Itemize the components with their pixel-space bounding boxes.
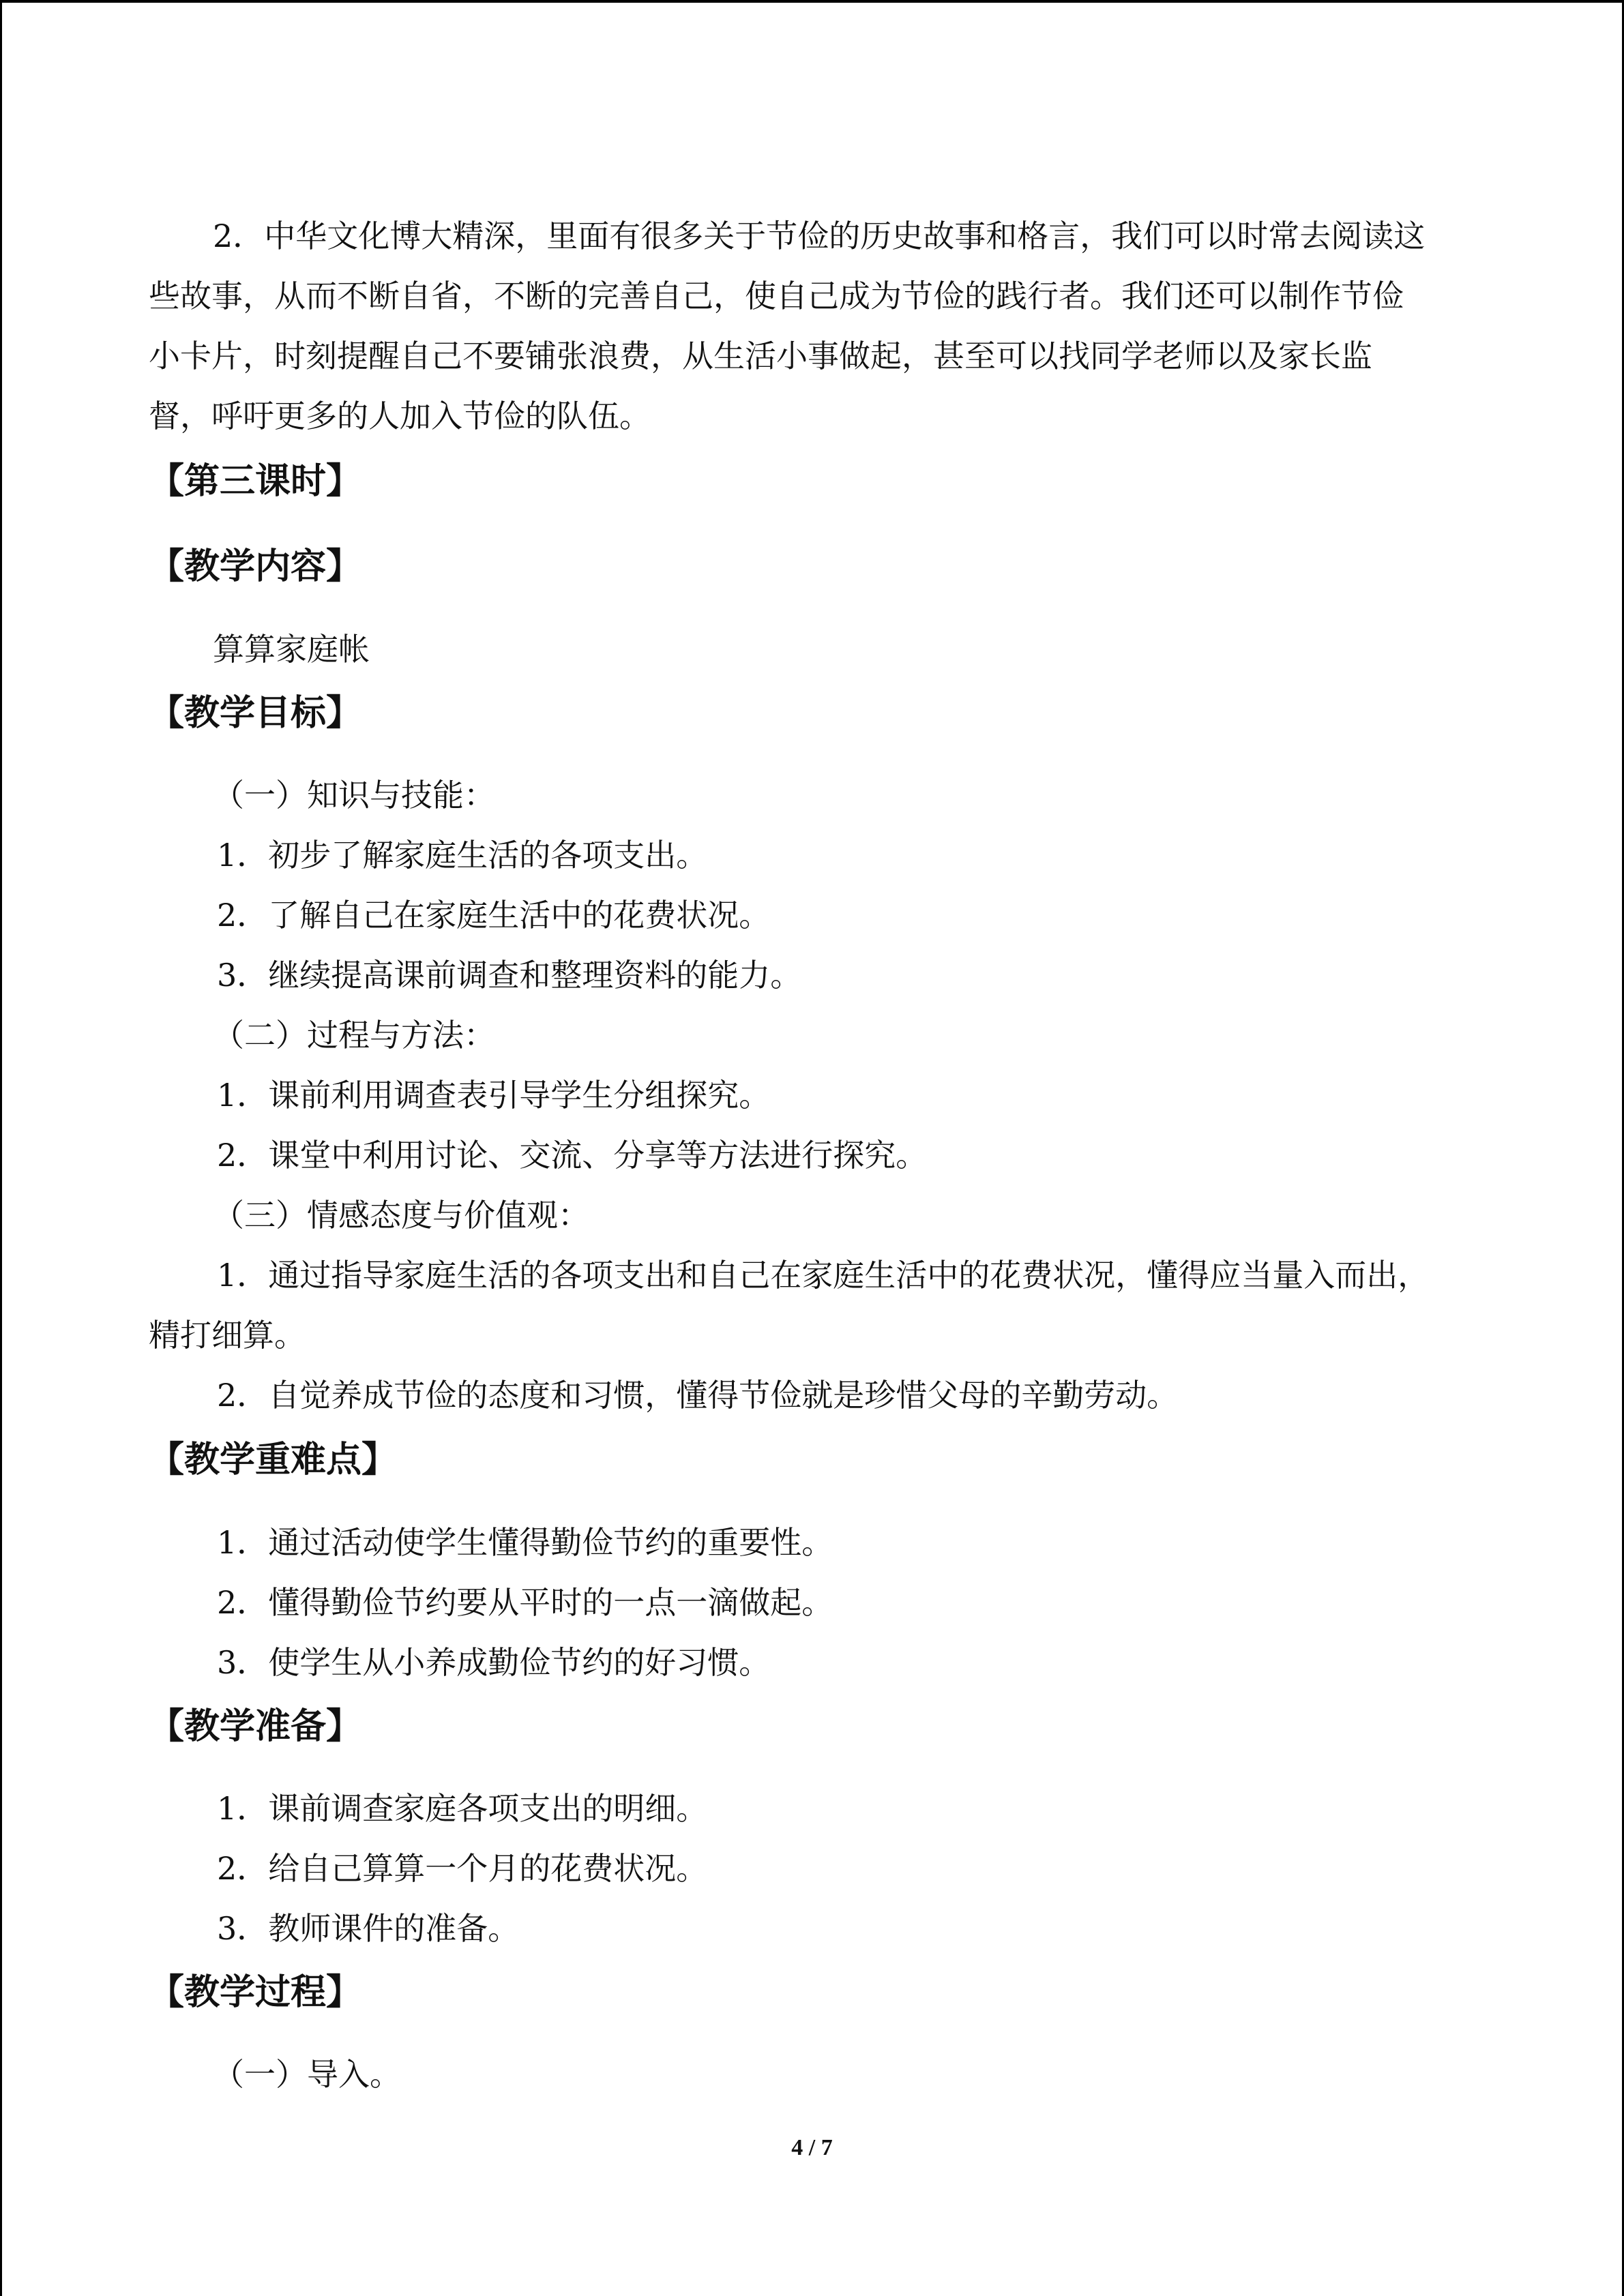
heading-teaching-content: 【教学内容】 [149, 546, 362, 587]
goals-knowledge-item-1: 1．初步了解家庭生活的各项支出。 [217, 837, 708, 874]
heading-preparation: 【教学准备】 [149, 1706, 362, 1747]
goals-knowledge-item-2: 2．了解自己在家庭生活中的花费状况。 [217, 897, 771, 934]
heading-teaching-goals: 【教学目标】 [149, 693, 362, 734]
key-point-item-2: 2．懂得勤俭节约要从平时的一点一滴做起。 [217, 1584, 833, 1621]
goals-sub-knowledge: （一）知识与技能： [213, 777, 495, 814]
goals-attitude-item-1-line-1: 1．通过指导家庭生活的各项支出和自己在家庭生活中的花费状况，懂得应当量入而出， [217, 1257, 1430, 1294]
goals-knowledge-item-3: 3．继续提高课前调查和整理资料的能力。 [217, 957, 802, 994]
heading-teaching-process: 【教学过程】 [149, 1972, 362, 2013]
key-point-item-1: 1．通过活动使学生懂得勤俭节约的重要性。 [217, 1524, 833, 1561]
paragraph-2-line-1: 2．中华文化博大精深，里面有很多关于节俭的历史故事和格言，我们可以时常去阅读这 [213, 218, 1426, 254]
teaching-content-body: 算算家庭帐 [213, 631, 370, 668]
key-point-item-3: 3．使学生从小养成勤俭节约的好习惯。 [217, 1644, 771, 1681]
process-sub-introduction: （一）导入。 [213, 2056, 401, 2093]
goals-attitude-item-1-line-2: 精打细算。 [149, 1317, 306, 1354]
preparation-item-1: 1．课前调查家庭各项支出的明细。 [217, 1790, 708, 1827]
goals-process-item-2: 2．课堂中利用讨论、交流、分享等方法进行探究。 [217, 1137, 928, 1174]
goals-sub-process: （二）过程与方法： [213, 1017, 495, 1054]
goals-sub-attitude: （三）情感态度与价值观： [213, 1197, 589, 1234]
goals-attitude-item-2: 2．自觉养成节俭的态度和习惯，懂得节俭就是珍惜父母的辛勤劳动。 [217, 1377, 1179, 1414]
preparation-item-2: 2．给自己算算一个月的花费状况。 [217, 1850, 708, 1887]
heading-lesson-3: 【第三课时】 [149, 461, 362, 502]
paragraph-2-line-3: 小卡片，时刻提醒自己不要铺张浪费，从生活小事做起，甚至可以找同学老师以及家长监 [149, 338, 1372, 374]
paragraph-2-line-2: 些故事，从而不断自省，不断的完善自己，使自己成为节俭的践行者。我们还可以制作节俭 [149, 278, 1404, 314]
page-number: 4 / 7 [791, 2135, 833, 2160]
paragraph-2-line-4: 督，呼吁更多的人加入节俭的队伍。 [149, 398, 651, 434]
goals-process-item-1: 1．课前利用调查表引导学生分组探究。 [217, 1077, 771, 1114]
preparation-item-3: 3．教师课件的准备。 [217, 1910, 520, 1947]
heading-key-points: 【教学重难点】 [149, 1440, 398, 1480]
